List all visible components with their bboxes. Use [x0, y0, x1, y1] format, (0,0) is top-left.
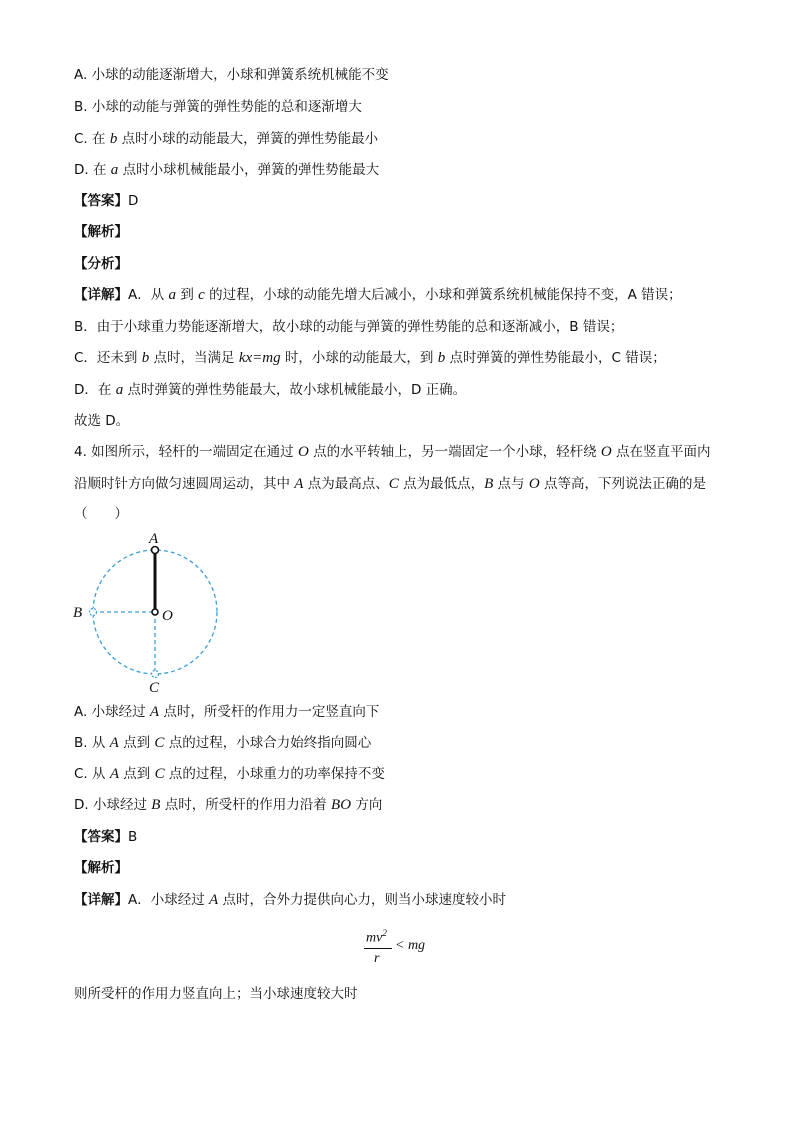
q3-detail-3-var-b2: b — [437, 350, 446, 366]
ball-at-c — [152, 671, 159, 678]
q4-opt-d-t2: 点时，所受杆的作用力沿着 — [160, 797, 332, 813]
q4-detail-line — [74, 891, 506, 909]
q4-opt-a-t1: A. 小球经过 — [74, 704, 150, 720]
q3-detail-4-t2: 点时弹簧的弹性势能最大，故小球机械能最小，D 正确。 — [123, 382, 467, 398]
q3-conclusion — [74, 412, 129, 430]
q4-opt-b-t3: 点的过程，小球合力始终指向圆心 — [164, 735, 372, 751]
q4-stem-1-t1: 4. 如图所示，轻杆的一端固定在通过 — [74, 444, 298, 460]
ball-at-b — [90, 609, 97, 616]
q4-stem-2-var-b: B — [484, 476, 494, 492]
q3-detail-1-var-c: c — [198, 287, 205, 303]
label-a: A — [149, 531, 159, 547]
q4-stem-2-t5: 点等高，下列说法正确的是 — [539, 476, 706, 492]
label-c: C — [149, 680, 160, 696]
q3-option-c-var-b: b — [109, 131, 118, 147]
q4-opt-b-t2: 点到 — [118, 735, 155, 751]
q4-opt-c-var2: C — [154, 766, 165, 782]
formula-rhs: < mg — [395, 938, 426, 953]
q4-option-a — [74, 703, 379, 721]
q3-detail-1-t2: 到 — [176, 287, 199, 303]
q3-detail-3-var-b: b — [141, 350, 150, 366]
q4-opt-d-t1: D. 小球经过 — [74, 797, 152, 813]
q3-option-b — [74, 98, 362, 116]
q4-stem-2-t2: 点为最高点、 — [303, 476, 389, 492]
q3-option-c-text-2: 点时小球的动能最大，弹簧的弹性势能最小 — [117, 131, 379, 147]
q4-opt-b-t1: B. 从 — [74, 735, 110, 751]
q3-fenxi-tag-text: 【分析】 — [74, 256, 128, 272]
q4-option-d — [74, 796, 382, 814]
q3-detail-4-var-a: a — [115, 382, 124, 398]
label-b: B — [73, 605, 83, 621]
q3-fenxi-tag — [74, 255, 128, 273]
q3-option-a-text: A. 小球的动能逐渐增大，小球和弹簧系统机械能不变 — [74, 67, 389, 83]
q4-stem-1-t2: 点的水平转轴上，另一端固定一个小球，轻杆绕 — [308, 444, 601, 460]
centripetal-formula — [362, 924, 442, 970]
formula-numerator-text: mv — [366, 930, 383, 946]
q3-detail-line-3 — [74, 349, 666, 367]
label-o: O — [162, 608, 173, 624]
q3-answer-tag: 【答案】 — [74, 193, 128, 209]
q4-circle-figure — [70, 528, 230, 696]
q4-option-c — [74, 765, 385, 783]
q3-detail-line-4 — [74, 381, 466, 399]
q4-answer-tag: 【答案】 — [74, 829, 128, 845]
q3-option-d-var-a: a — [110, 162, 119, 178]
q4-opt-c-var1: A — [109, 766, 119, 782]
q4-opt-a-t2: 点时，所受杆的作用力一定竖直向下 — [159, 704, 380, 720]
q4-stem-line-2 — [74, 475, 706, 493]
q4-option-b — [74, 734, 371, 752]
q3-option-b-text: B. 小球的动能与弹簧的弹性势能的总和逐渐增大 — [74, 99, 362, 115]
q3-detail-tag: 【详解】 — [74, 287, 128, 303]
q3-option-d — [74, 161, 379, 179]
q4-opt-b-var1: A — [109, 735, 119, 751]
q3-answer — [74, 192, 138, 210]
q4-opt-a-var: A — [149, 704, 160, 720]
formula-denominator: r — [374, 951, 380, 966]
q3-detail-1-t3: 的过程，小球的动能先增大后减小，小球和弹簧系统机械能保持不变，A 错误； — [204, 287, 682, 303]
q3-detail-line-1 — [74, 286, 682, 304]
q4-after-formula-text: 则所受杆的作用力竖直向上；当小球速度较大时 — [74, 986, 358, 1002]
q4-after-formula — [74, 985, 358, 1003]
q3-detail-3-t1: C．还未到 — [74, 350, 142, 366]
q4-stem-1-t3: 点在竖直平面内 — [611, 444, 711, 460]
q4-opt-c-t2: 点到 — [118, 766, 155, 782]
ball-at-a — [152, 547, 159, 554]
q4-detail-t2: 点时，合外力提供向心力，则当小球速度较小时 — [218, 892, 506, 908]
q3-option-d-text-1: D. 在 — [74, 162, 111, 178]
q3-option-c — [74, 130, 378, 148]
q3-detail-1-t1: A．从 — [128, 287, 169, 303]
q3-conclusion-text: 故选 D。 — [74, 413, 130, 429]
q4-stem-2-t1: 沿顺时针方向做匀速圆周运动，其中 — [74, 476, 295, 492]
q4-stem-2-var-c: C — [388, 476, 399, 492]
q4-opt-d-var2: BO — [331, 797, 352, 813]
q4-opt-c-t3: 点的过程，小球重力的功率保持不变 — [164, 766, 385, 782]
q4-stem-2-t4: 点与 — [493, 476, 529, 492]
q4-analysis-tag — [74, 859, 128, 877]
q4-stem-line-1 — [74, 443, 711, 461]
q3-answer-value: D — [128, 193, 139, 209]
q3-option-c-text-1: C. 在 — [74, 131, 110, 147]
q3-detail-3-t3: 时，小球的动能最大，到 — [280, 350, 438, 366]
q3-detail-1-var-a: a — [168, 287, 177, 303]
q4-answer — [74, 828, 137, 846]
q3-detail-line-2 — [74, 318, 623, 336]
q3-detail-3-t2: 点时，当满足 — [149, 350, 239, 366]
q4-opt-c-t1: C. 从 — [74, 766, 110, 782]
q3-detail-3-formula: kx=mg — [238, 350, 281, 366]
q4-analysis-tag-text: 【解析】 — [74, 860, 128, 876]
q3-detail-4-t1: D．在 — [74, 382, 116, 398]
q4-opt-d-var1: B — [151, 797, 161, 813]
q3-option-a — [74, 66, 389, 84]
q4-stem-1-var-o2: O — [600, 444, 612, 460]
q4-detail-tag: 【详解】 — [74, 892, 128, 908]
q4-detail-t1: A．小球经过 — [128, 892, 210, 908]
q4-stem-3-blank: （ ） — [74, 506, 128, 522]
q4-detail-var-a: A — [209, 892, 219, 908]
q3-detail-3-t4: 点时弹簧的弹性势能最小，C 错误； — [445, 350, 666, 366]
q4-answer-value: B — [128, 829, 138, 845]
q4-stem-2-var-o: O — [528, 476, 540, 492]
q3-option-d-text-2: 点时小球机械能最小，弹簧的弹性势能最大 — [118, 162, 380, 178]
q4-stem-1-var-o: O — [297, 444, 309, 460]
pivot-o — [152, 609, 158, 615]
formula-numerator — [366, 928, 387, 947]
fraction-bar — [364, 948, 392, 949]
q4-stem-line-3 — [74, 505, 128, 523]
q3-detail-2-text: B．由于小球重力势能逐渐增大，故小球的动能与弹簧的弹性势能的总和逐渐减小，B 错误； — [74, 319, 624, 335]
formula-exponent: 2 — [382, 928, 387, 938]
q4-stem-2-t3: 点为最低点， — [398, 476, 485, 492]
q3-analysis-tag — [74, 223, 128, 241]
q3-analysis-tag-text: 【解析】 — [74, 224, 128, 240]
q4-opt-b-var2: C — [154, 735, 165, 751]
q4-stem-2-var-a: A — [294, 476, 304, 492]
q4-opt-d-t3: 方向 — [351, 797, 383, 813]
